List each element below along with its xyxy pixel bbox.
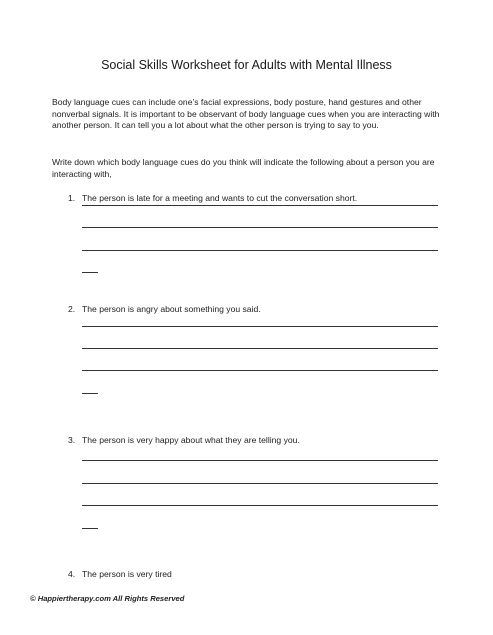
answer-line[interactable] [82, 227, 438, 228]
instructions-paragraph: Write down which body language cues do you think will indicate the following about a person you are interacting with, [52, 157, 435, 179]
answer-line[interactable] [82, 460, 438, 461]
answer-line[interactable] [82, 250, 438, 251]
question-2 [68, 304, 261, 314]
question-number: 1. [68, 193, 76, 203]
question-text: The person is very happy about what they are telling you. [82, 435, 300, 445]
answer-line[interactable] [82, 483, 438, 484]
question-number: 2. [68, 304, 76, 314]
answer-line-end [82, 272, 98, 273]
answer-line[interactable] [82, 326, 438, 327]
answer-line-end [82, 528, 98, 529]
question-text: The person is very tired [82, 569, 172, 579]
question-number: 3. [68, 435, 76, 445]
intro-paragraph: Body language cues can include one’s facial expressions, body posture, hand gestures and other nonverbal signals. It is important to be observant of body language cues when you are interacting with another person. It can tell you a lot about what the other person is trying to say to you. [52, 97, 440, 131]
question-text: The person is angry about something you said. [82, 304, 261, 314]
copyright-footer: © Happiertherapy.com All Rights Reserved [30, 594, 185, 603]
answer-line-end [82, 393, 98, 394]
answer-line[interactable] [82, 370, 438, 371]
answer-line[interactable] [82, 205, 438, 206]
answer-line[interactable] [82, 348, 438, 349]
page-title: Social Skills Worksheet for Adults with Mental Illness [101, 58, 392, 72]
question-text: The person is late for a meeting and wants to cut the conversation short. [82, 193, 358, 203]
question-number: 4. [68, 569, 76, 579]
question-1 [68, 193, 357, 203]
answer-line[interactable] [82, 505, 438, 506]
question-4 [68, 569, 172, 579]
question-3 [68, 435, 300, 445]
